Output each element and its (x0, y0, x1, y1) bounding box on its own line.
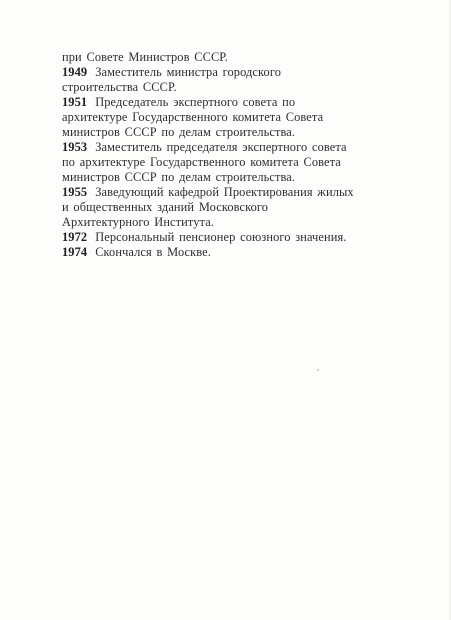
text-line (62, 200, 402, 215)
year-label: 1974 (62, 245, 88, 259)
line-text: Персональный пенсионер союзного значения. (95, 230, 347, 244)
text-line (62, 140, 402, 155)
text-line (62, 155, 402, 170)
text-line (62, 245, 402, 260)
year-label: 1949 (62, 65, 88, 79)
line-text: по архитектуре Государственного комитета Совета (62, 155, 341, 169)
text-line (62, 125, 402, 140)
line-text: Заместитель министра городского (95, 65, 281, 79)
line-text: архитектуре Государственного комитета Совета (62, 110, 324, 124)
line-text: при Совете Министров СССР. (62, 50, 228, 64)
line-text: Заведующий кафедрой Проектирования жилых (95, 185, 354, 199)
year-label: 1951 (62, 95, 88, 109)
year-label: 1972 (62, 230, 88, 244)
line-text: Заместитель председателя экспертного совета (95, 140, 347, 154)
year-label: 1955 (62, 185, 88, 199)
text-line (62, 50, 402, 65)
text-line (62, 80, 402, 95)
text-line (62, 95, 402, 110)
text-line (62, 170, 402, 185)
line-text: министров СССР по делам строительства. (62, 125, 296, 139)
line-text: и общественных зданий Московского (62, 200, 269, 214)
line-text: Скончался в Москве. (95, 245, 211, 259)
line-text: строительства СССР. (62, 80, 177, 94)
year-label: 1953 (62, 140, 88, 154)
line-text: Председатель экспертного совета по (95, 95, 296, 109)
text-line (62, 65, 402, 80)
biography-text (62, 50, 402, 260)
text-line (62, 110, 402, 125)
text-line (62, 215, 402, 230)
line-text: Архитектурного Института. (62, 215, 215, 229)
line-text: министров СССР по делам строительства. (62, 170, 296, 184)
text-line (62, 185, 402, 200)
text-line (62, 230, 402, 245)
scan-speck (317, 369, 319, 371)
